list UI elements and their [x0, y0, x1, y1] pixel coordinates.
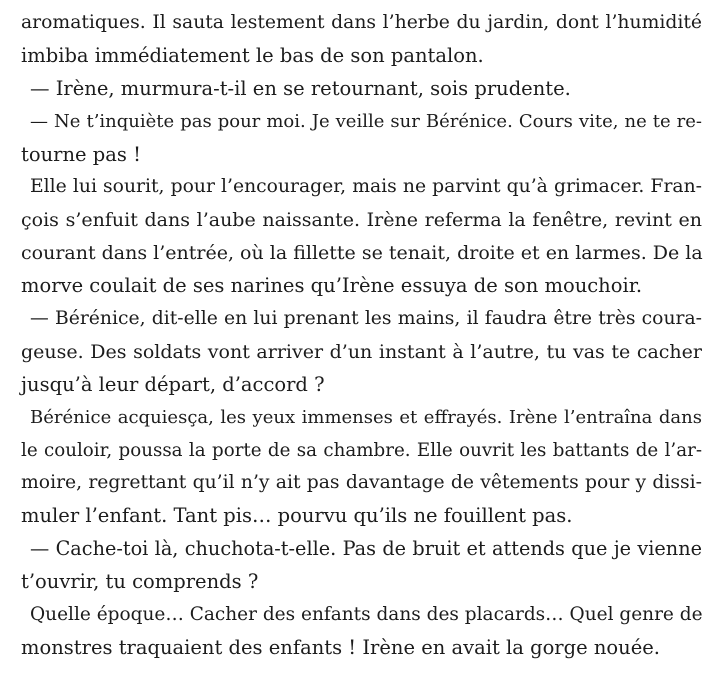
text-line: monstres traquaient des enfants ! Irène en avait la gorge nouée.: [21, 635, 660, 659]
text-line: moire, regrettant qu’il n’y ait pas davantage de vêtements pour y dissi-: [21, 472, 702, 494]
text-line: aromatiques. Il sauta lestement dans l’herbe du jardin, dont l’humidité: [21, 12, 702, 33]
paragraph-first-line: Elle lui sourit, pour l’encourager, mais ne parvint qu’à grimacer. Fran-: [30, 176, 702, 198]
paragraph-first-line: Quelle époque… Cacher des enfants dans des placards… Quel genre de: [30, 604, 703, 626]
text-line: jusqu’à leur départ, d’accord ?: [21, 372, 325, 396]
dialogue-line: — Bérénice, dit-elle en lui prenant les mains, il faudra être très coura-: [30, 308, 702, 330]
text-line: imbiba immédiatement le bas de son pantalon.: [21, 43, 484, 67]
dialogue-line: — Irène, murmura-t-il en se retournant, sois prudente.: [30, 76, 571, 100]
text-line: le couloir, poussa la porte de sa chambre. Elle ouvrit les battants de l’ar-: [21, 439, 702, 461]
dialogue-line: — Ne t’inquiète pas pour moi. Je veille sur Bérénice. Cours vite, ne te re-: [30, 110, 702, 132]
text-line: tourne pas !: [21, 142, 141, 166]
text-line: muler l’enfant. Tant pis… pourvu qu’ils ne fouillent pas.: [21, 504, 573, 528]
text-line: geuse. Des soldats vont arriver d’un instant à l’autre, tu vas te cacher: [21, 340, 702, 363]
text-line: courant dans l’entrée, où la fillette se tenait, droite et en larmes. De la: [21, 242, 703, 265]
paragraph-first-line: Bérénice acquiesça, les yeux immenses et effrayés. Irène l’entraîna dans: [30, 406, 702, 428]
text-line: çois s’enfuit dans l’aube naissante. Irène referma la fenêtre, revint en: [21, 209, 702, 232]
text-line: t’ouvrir, tu comprends ?: [21, 570, 259, 594]
text-line: morve coulait de ses narines qu’Irène essuya de son mouchoir.: [21, 274, 643, 298]
dialogue-line: — Cache-toi là, chuchota-t-elle. Pas de bruit et attends que je vienne: [30, 537, 702, 561]
